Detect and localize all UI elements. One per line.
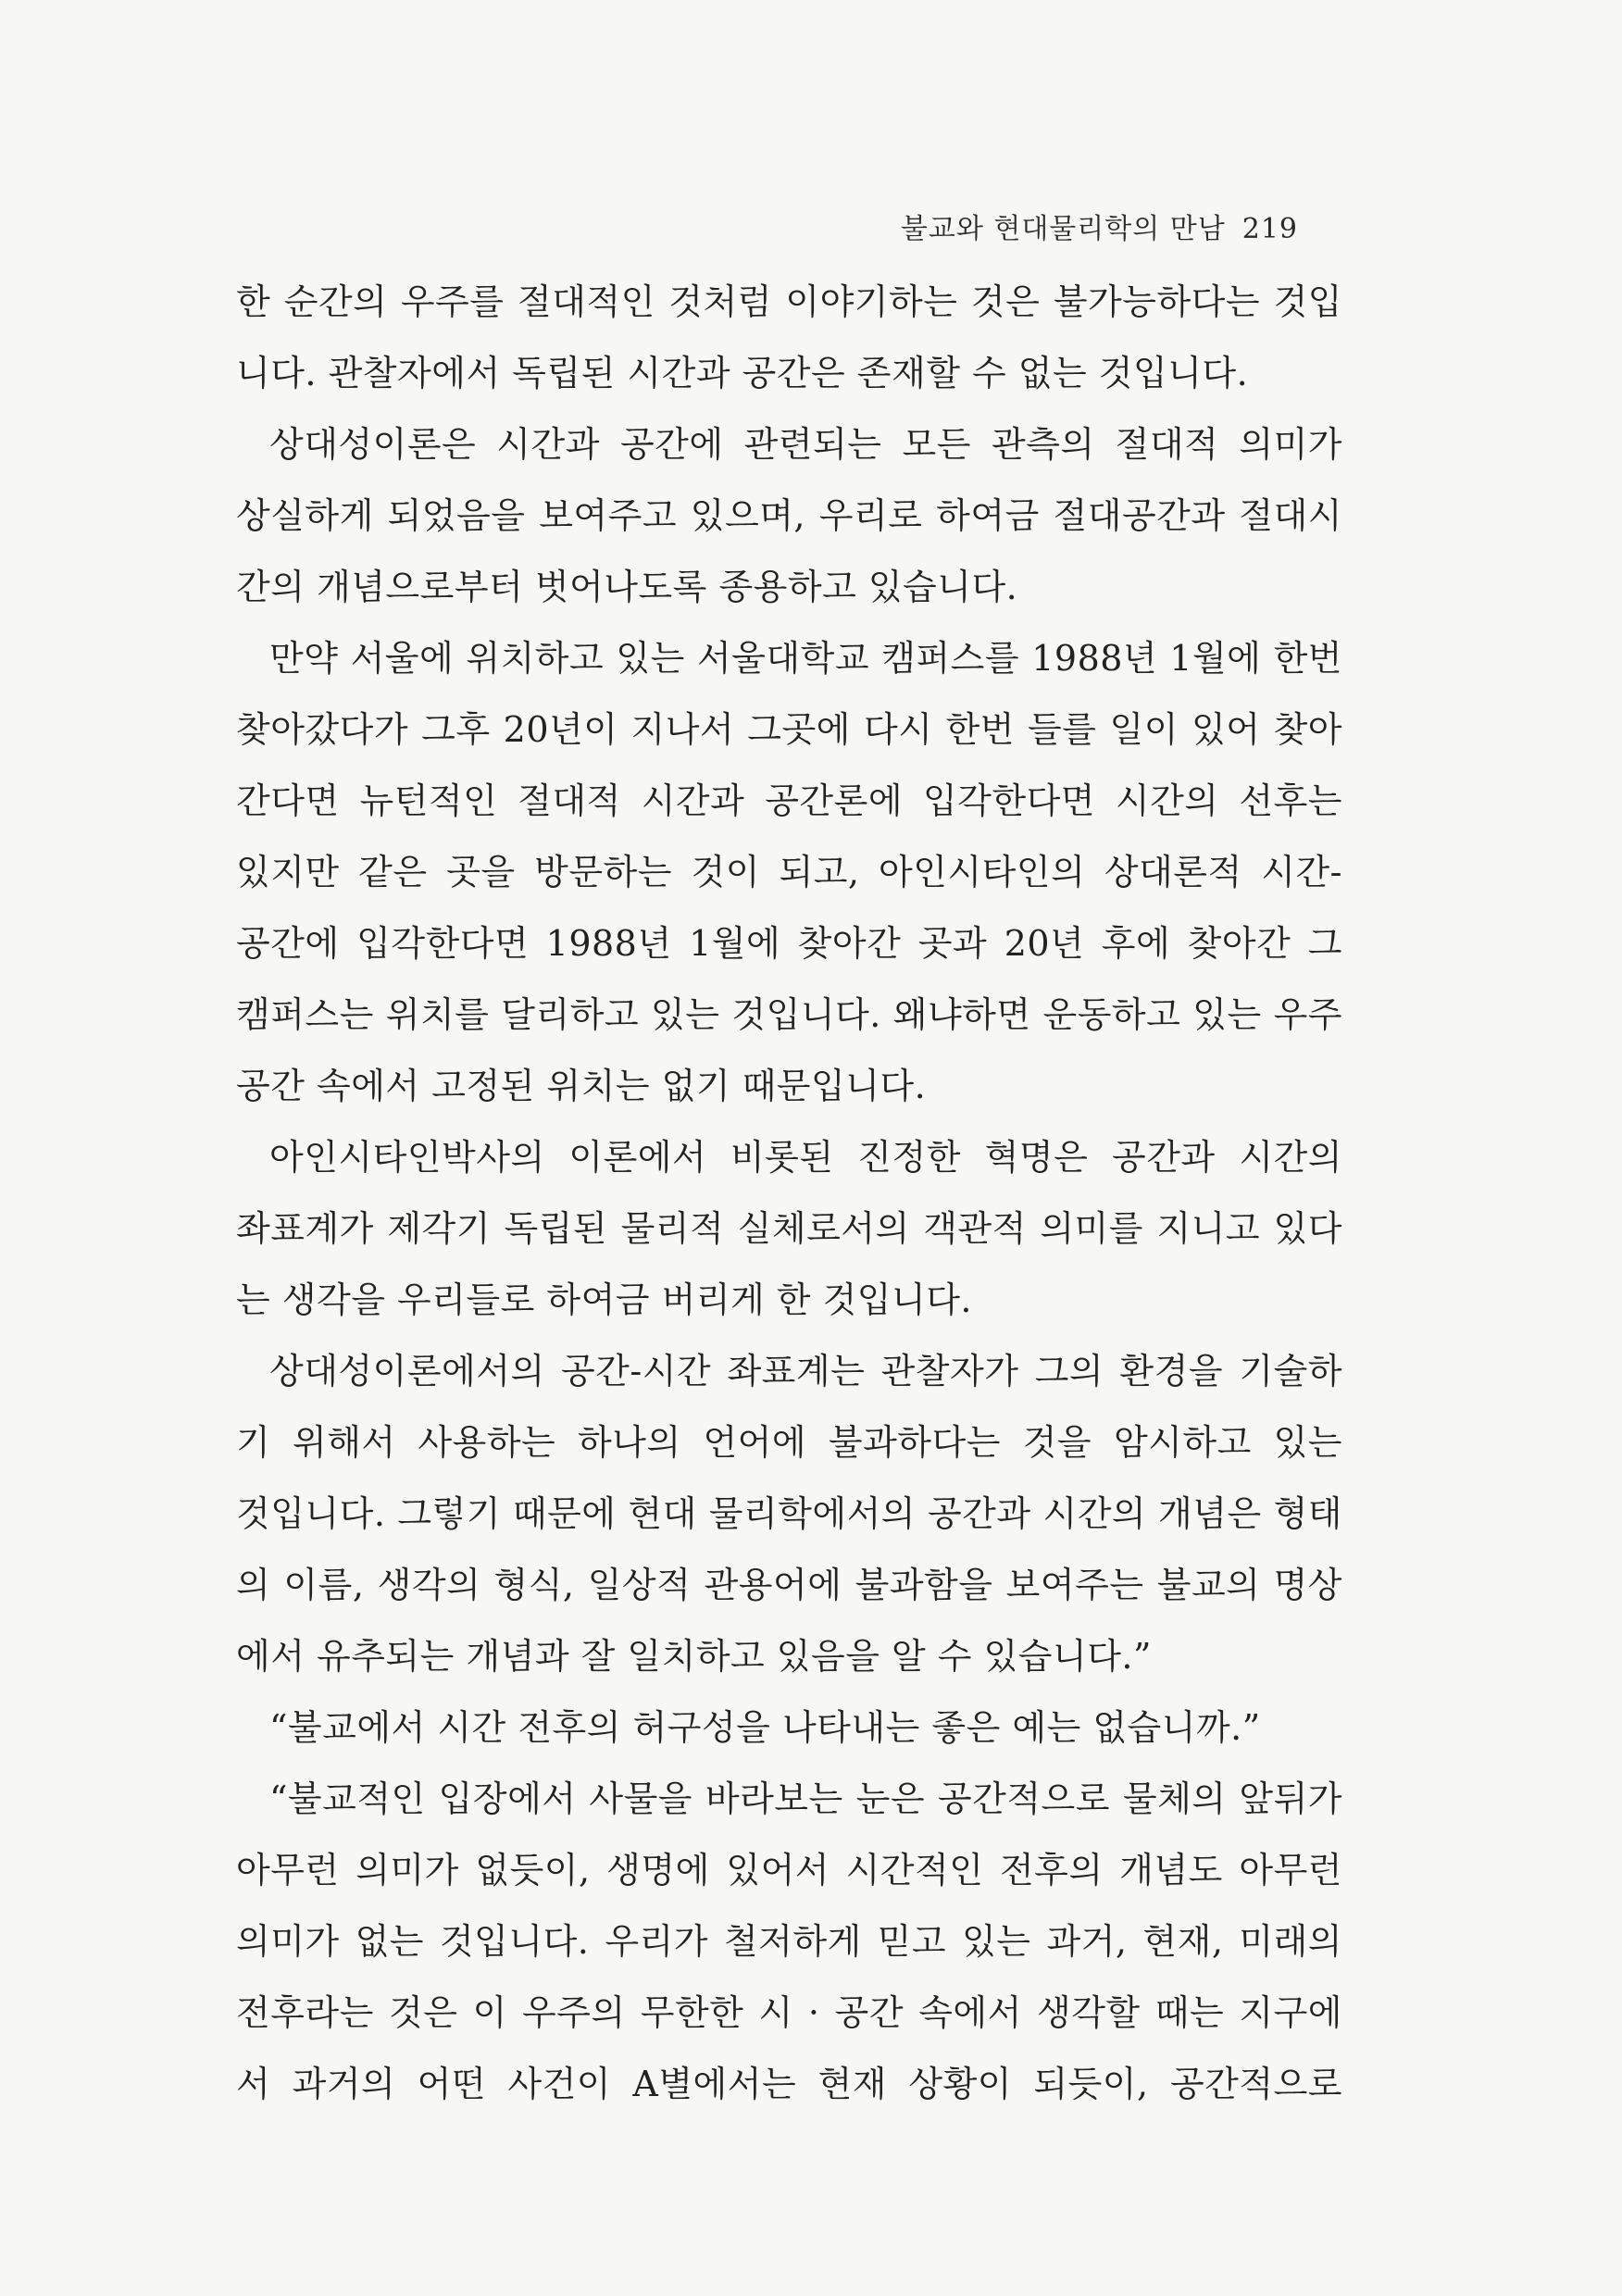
text-line: 만약 서울에 위치하고 있는 서울대학교 캠퍼스를 1988년 1월에 한번: [269, 638, 1342, 679]
text-line: 서 과거의 어떤 사건이 A별에서는 현재 상황이 되듯이, 공간적으로: [236, 2064, 1342, 2104]
text-line: “불교에서 시간 전후의 허구성을 나타내는 좋은 예는 없습니까.”: [269, 1707, 1261, 1748]
text-line: 찾아갔다가 그후 20년이 지나서 그곳에 다시 한번 들를 일이 있어 찾아: [236, 709, 1342, 750]
text-line: 좌표계가 제각기 독립된 물리적 실체로서의 객관적 의미를 지니고 있다: [236, 1208, 1342, 1249]
text-line: 한 순간의 우주를 절대적인 것처럼 이야기하는 것은 불가능하다는 것입: [236, 281, 1342, 322]
text-line: 기 위해서 사용하는 하나의 언어에 불과하다는 것을 암시하고 있는: [236, 1422, 1342, 1463]
text-line: 의미가 없는 것입니다. 우리가 철저하게 믿고 있는 과거, 현재, 미래의: [236, 1921, 1342, 1962]
text-line: 는 생각을 우리들로 하여금 버리게 한 것입니다.: [236, 1279, 973, 1320]
text-line: 니다. 관찰자에서 독립된 시간과 공간은 존재할 수 없는 것입니다.: [236, 353, 1249, 393]
page-number: 219: [1241, 213, 1298, 245]
running-header: [901, 206, 1298, 246]
text-line: 있지만 같은 곳을 방문하는 것이 되고, 아인시타인의 상대론적 시간-: [236, 852, 1342, 892]
text-line: 간다면 뉴턴적인 절대적 시간과 공간론에 입각한다면 시간의 선후는: [236, 780, 1342, 821]
text-line: 캠퍼스는 위치를 달리하고 있는 것입니다. 왜냐하면 운동하고 있는 우주: [236, 994, 1342, 1035]
text-line: 공간 속에서 고정된 위치는 없기 때문입니다.: [236, 1066, 927, 1106]
text-line: 에서 유추되는 개념과 잘 일치하고 있음을 알 수 있습니다.”: [236, 1636, 1152, 1677]
text-line: 전후라는 것은 이 우주의 무한한 시 · 공간 속에서 생각할 때는 지구에: [236, 1992, 1342, 2033]
text-line: 아무런 의미가 없듯이, 생명에 있어서 시간적인 전후의 개념도 아무런: [236, 1850, 1342, 1890]
text-line: 것입니다. 그렇기 때문에 현대 물리학에서의 공간과 시간의 개념은 형태: [236, 1493, 1342, 1534]
text-line: “불교적인 입장에서 사물을 바라보는 눈은 공간적으로 물체의 앞뒤가: [269, 1778, 1342, 1819]
text-line: 상대성이론에서의 공간-시간 좌표계는 관찰자가 그의 환경을 기술하: [269, 1351, 1342, 1391]
header-title: 불교와 현대물리학의 만남: [900, 213, 1226, 245]
text-line: 상실하게 되었음을 보여주고 있으며, 우리로 하여금 절대공간과 절대시: [236, 495, 1342, 536]
text-line: 간의 개념으로부터 벗어나도록 종용하고 있습니다.: [236, 567, 1018, 607]
text-line: 상대성이론은 시간과 공간에 관련되는 모든 관측의 절대적 의미가: [269, 424, 1342, 465]
text-line: 의 이름, 생각의 형식, 일상적 관용어에 불과함을 보여주는 불교의 명상: [236, 1565, 1342, 1605]
body-text: [236, 267, 1342, 2120]
text-line: 아인시타인박사의 이론에서 비롯된 진정한 혁명은 공간과 시간의: [269, 1137, 1342, 1178]
text-line: 공간에 입각한다면 1988년 1월에 찾아간 곳과 20년 후에 찾아간 그: [236, 923, 1342, 964]
